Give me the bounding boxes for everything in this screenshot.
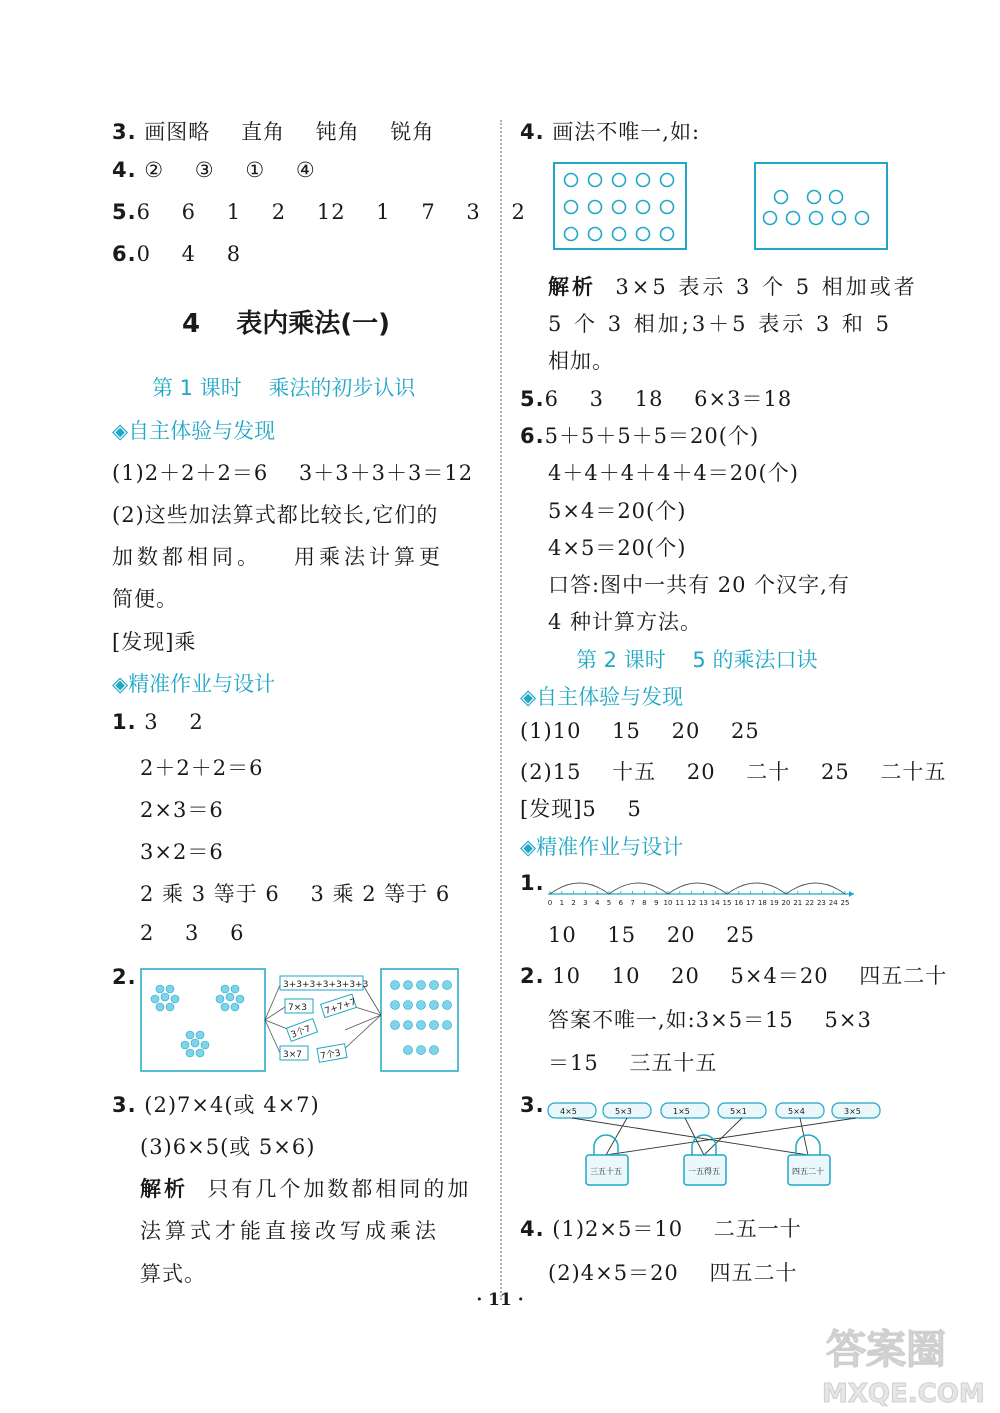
number-line-tick-label: 10 <box>663 899 673 907</box>
watermark-top: 答案圈 <box>826 1327 946 1373</box>
r6-line-f: 4 种计算方法。 <box>548 610 703 634</box>
number-line-tick-label: 14 <box>710 899 720 907</box>
right-p2c: ＝15 三五十五 <box>548 1051 718 1075</box>
right-p2b: 答案不唯一,如:3×5＝15 5×3 <box>548 1008 872 1032</box>
right-answer-6: 6.5＋5＋5＋5＝20(个) <box>520 424 760 448</box>
left-line-3: 加数都相同。 用乘法计算更 <box>112 545 445 569</box>
number-line-tick-label: 21 <box>793 899 803 907</box>
question-1: 1. 3 2 <box>112 710 204 734</box>
number-line <box>546 870 858 910</box>
q3-analysis: 解析 只有几个加数都相同的加 <box>140 1177 472 1201</box>
number-line-tick-label: 25 <box>840 899 850 907</box>
left-line-4: 简便。 <box>112 587 178 611</box>
right-p4b: (2)4×5＝20 四五二十 <box>548 1261 798 1285</box>
section-self-experience-2: ◈自主体验与发现 <box>520 685 684 709</box>
number-line-tick-label: 18 <box>757 899 767 907</box>
number-line-tick-label: 3 <box>583 899 588 907</box>
page-number: · 11 · <box>476 1290 524 1310</box>
right-s3: [发现]5 5 <box>520 797 642 821</box>
number-line-tick-label: 13 <box>698 899 708 907</box>
sticker-group <box>181 1031 209 1057</box>
circle-drawing-figure <box>553 162 889 252</box>
column-divider <box>500 120 502 1300</box>
number-line-tick-label: 16 <box>734 899 744 907</box>
section-self-experience: ◈自主体验与发现 <box>112 419 276 443</box>
card-3-sevens: 3个7 <box>289 1024 313 1041</box>
lock-label-2: 一五得五 <box>688 1167 720 1176</box>
right-s2: (2)15 十五 20 二十 25 二十五 <box>520 760 947 784</box>
question-2: 2. <box>112 965 137 989</box>
number-line-tick-label: 23 <box>816 899 826 907</box>
right-answer-4: 4. 画法不唯一,如: <box>520 120 701 144</box>
right-p1: 1. <box>520 871 545 895</box>
r6-line-d: 4×5＝20(个) <box>548 536 687 560</box>
right-p4: 4. (1)2×5＝10 二五一十 <box>520 1217 802 1241</box>
number-line-tick-label: 20 <box>781 899 791 907</box>
lesson-1-title: 第 1 课时 乘法的初步认识 <box>152 376 416 400</box>
key-1x5: 1×5 <box>673 1107 690 1116</box>
r6-line-b: 4＋4＋4＋4＋4＝20(个) <box>548 461 799 485</box>
right-analysis-3: 相加。 <box>548 349 614 373</box>
watermark-logo <box>818 1318 988 1408</box>
answer-3: 3. 画图略 直角 钝角 锐角 <box>112 120 435 144</box>
number-line-tick-label: 8 <box>642 899 647 907</box>
lesson-2-title: 第 2 课时 5 的乘法口诀 <box>576 648 818 672</box>
right-analysis-2: 5 个 3 相加;3＋5 表示 3 和 5 <box>548 312 892 336</box>
number-line-jump-arc <box>668 883 727 894</box>
q1-line-b: 2×3＝6 <box>140 798 224 822</box>
q3-line-d: 算式。 <box>140 1262 206 1286</box>
q1-line-a: 2＋2＋2＝6 <box>140 756 264 780</box>
answer-6: 6.0 4 8 <box>112 242 242 266</box>
key-5x1: 5×1 <box>730 1107 747 1116</box>
number-line-tick-label: 12 <box>687 899 697 907</box>
right-p2: 2. 10 10 20 5×4＝20 四五二十 <box>520 964 948 988</box>
key-5x3: 5×3 <box>615 1107 632 1116</box>
card-7x3: 7×3 <box>288 1003 307 1013</box>
left-line-2: (2)这些加法算式都比较长,它们的 <box>112 503 439 527</box>
right-p1b: 10 15 20 25 <box>548 923 755 947</box>
q3-line-c: 法算式才能直接改写成乘法 <box>140 1219 440 1243</box>
number-line-tick-label: 7 <box>630 899 635 907</box>
right-answer-5: 5.6 3 18 6×3＝18 <box>520 387 793 411</box>
number-line-arrow <box>849 891 854 897</box>
section-precise-homework: ◈精准作业与设计 <box>112 672 276 696</box>
number-line-tick-label: 11 <box>675 899 685 907</box>
number-line-tick-label: 15 <box>722 899 732 907</box>
answer-4: 4. ② ③ ① ④ <box>112 158 316 182</box>
card-7plus: 7+7+7 <box>323 997 358 1017</box>
sticker-group <box>216 985 244 1011</box>
r6-line-e: 口答:图中一共有 20 个汉字,有 <box>548 573 850 597</box>
number-line-tick-label: 2 <box>571 899 576 907</box>
answer-5: 5.6 6 1 2 12 1 7 3 2 <box>112 200 526 224</box>
left-line-5: [发现]乘 <box>112 630 197 654</box>
lock-label-3: 四五二十 <box>792 1167 824 1176</box>
lock-label-1: 三五十五 <box>590 1167 622 1176</box>
circle-grid-3x5 <box>565 174 674 241</box>
number-line-tick-label: 9 <box>653 899 659 907</box>
key-5x4: 5×4 <box>788 1107 805 1116</box>
number-line-tick-label: 6 <box>618 899 624 907</box>
r6-line-c: 5×4＝20(个) <box>548 499 687 523</box>
number-line-tick-label: 4 <box>594 899 600 907</box>
right-p3: 3. <box>520 1093 545 1117</box>
q1-line-e: 2 3 6 <box>140 921 245 945</box>
card-addition: 3+3+3+3+3+3+3 <box>283 980 369 990</box>
number-line-jump-arc <box>786 883 845 894</box>
number-line-tick-label: 5 <box>606 899 612 907</box>
sticker-grid <box>391 981 452 1055</box>
chapter-title: 4 表内乘法(一) <box>182 309 391 339</box>
q2-matching-figure <box>140 965 460 1075</box>
section-precise-homework-2: ◈精准作业与设计 <box>520 835 684 859</box>
sticker-group <box>151 985 179 1011</box>
q1-line-c: 3×2＝6 <box>140 840 224 864</box>
right-s1: (1)10 15 20 25 <box>520 719 760 743</box>
number-line-tick-label: 22 <box>805 899 815 907</box>
key-4x5: 4×5 <box>560 1107 577 1116</box>
keys-locks-figure <box>546 1095 886 1195</box>
number-line-tick-label: 1 <box>559 899 565 907</box>
q3-line-b: (3)6×5(或 5×6) <box>140 1135 316 1159</box>
number-line-tick-label: 0 <box>547 899 553 907</box>
number-line-tick-label: 19 <box>769 899 779 907</box>
question-3: 3. (2)7×4(或 4×7) <box>112 1093 320 1117</box>
card-3x7: 3×7 <box>283 1050 302 1060</box>
number-line-tick-label: 24 <box>828 899 838 907</box>
number-line-jump-arc <box>609 883 668 894</box>
right-analysis: 解析 3×5 表示 3 个 5 相加或者 <box>548 275 918 299</box>
q1-line-d: 2 乘 3 等于 6 3 乘 2 等于 6 <box>140 882 451 906</box>
number-line-tick-label: 17 <box>746 899 756 907</box>
card-7-threes: 7个3 <box>319 1048 342 1062</box>
circle-groups-3-and-5 <box>764 191 869 225</box>
watermark-bottom: MXQE.COM <box>822 1379 985 1408</box>
number-line-jump-arc <box>727 883 786 894</box>
number-line-jump-arc <box>550 883 609 894</box>
key-3x5: 3×5 <box>844 1107 861 1116</box>
left-line-1: (1)2＋2＋2＝6 3＋3＋3＋3＝12 <box>112 461 474 485</box>
